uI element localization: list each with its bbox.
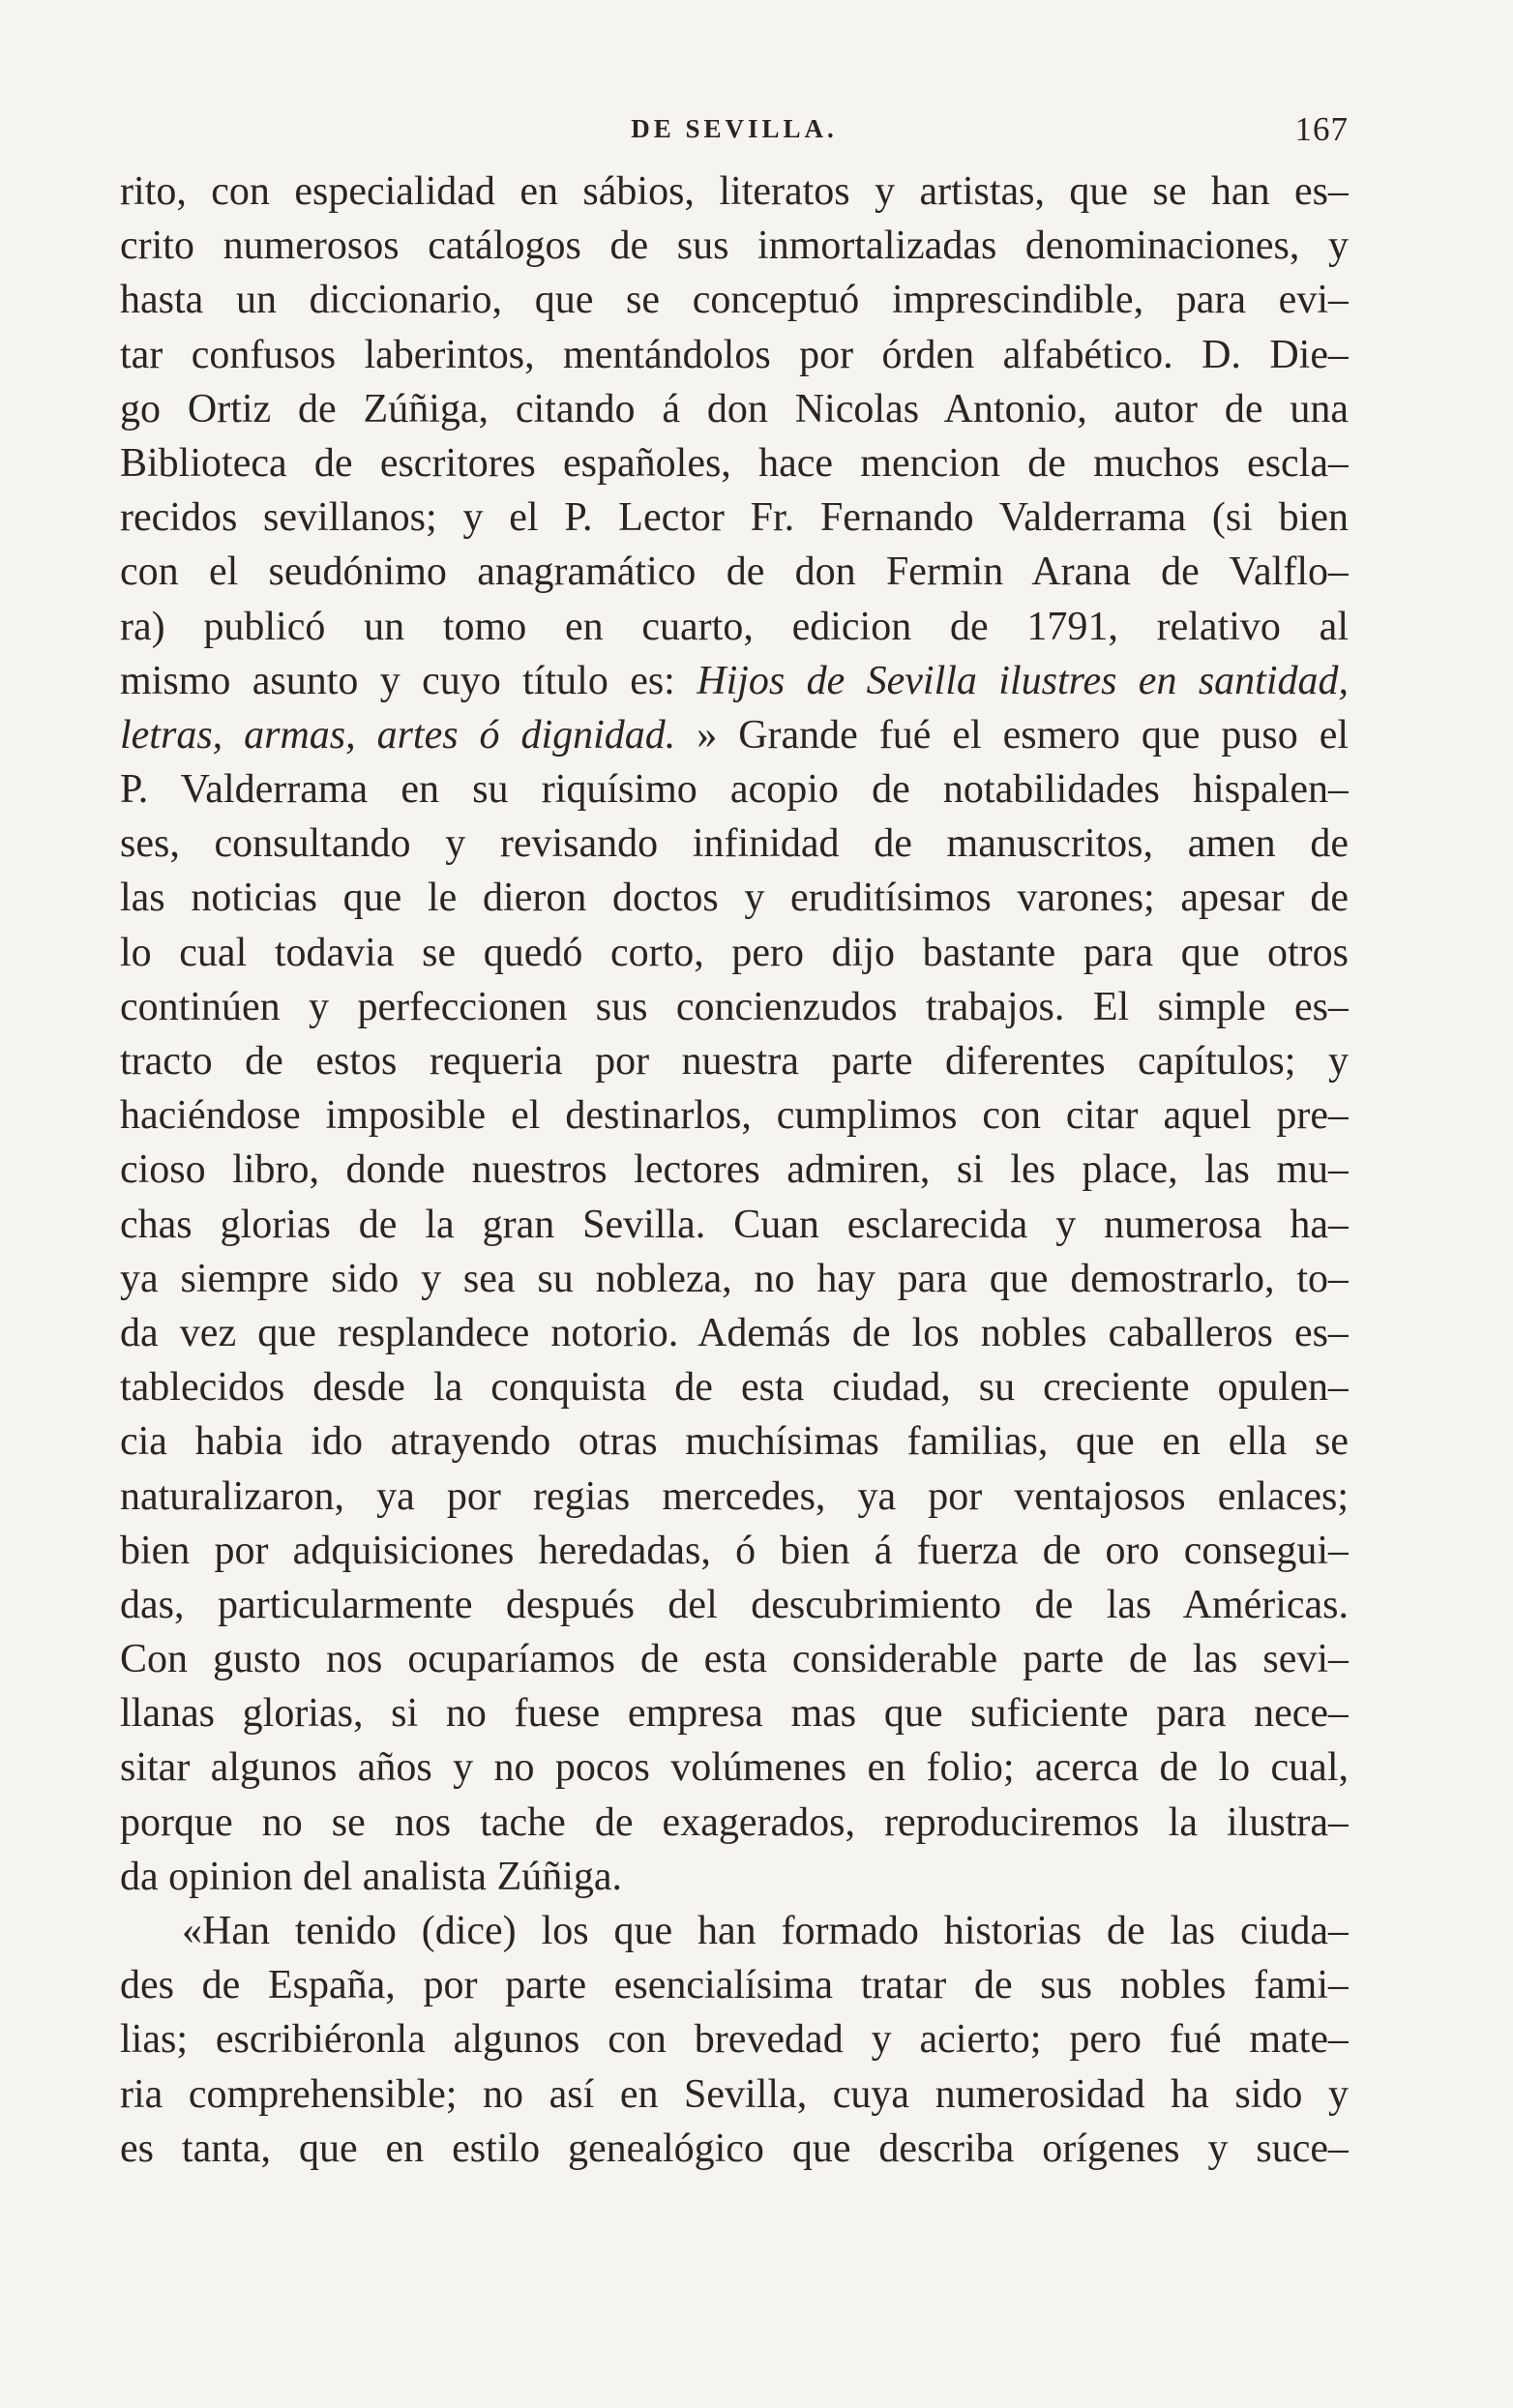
text-line: P. Valderrama en su riquísimo acopio de notabilidades hispalen– <box>120 767 1349 813</box>
text-line: hasta un diccionario, que se conceptuó imprescindible, para evi– <box>120 278 1349 323</box>
text-line-with-title <box>120 654 1349 708</box>
page-header <box>120 110 1349 163</box>
text-line: des de España, por parte esencialísima tratar de sus nobles fami– <box>120 1963 1349 2008</box>
text-line: tar confusos laberintos, mentándolos por órden alfabético. D. Die– <box>120 332 1349 377</box>
text-line: ra) publicó un tomo en cuarto, edicion de 1791, relativo al <box>120 604 1349 649</box>
text-line: con el seudónimo anagramático de don Fermin Arana de Valflo– <box>120 550 1349 595</box>
text-line: da vez que resplandece notorio. Además de los nobles caballeros es– <box>120 1310 1349 1355</box>
text-line: cia habia ido atrayendo otras muchísimas familias, que en ella se <box>120 1419 1349 1465</box>
text-line: da opinion del analista Zúñiga. <box>120 1854 623 1899</box>
text-line-with-title <box>120 708 1349 762</box>
text-line: llanas glorias, si no fuese empresa mas que suficiente para nece– <box>120 1691 1349 1737</box>
text-line: tracto de estos requeria por nuestra parte diferentes capítulos; y <box>120 1039 1349 1084</box>
text-line: recidos sevillanos; y el P. Lector Fr. Fernando Valderrama (si bien <box>120 495 1349 541</box>
text-segment: mismo asunto y cuyo título es: <box>120 658 697 703</box>
text-line: ya siempre sido y sea su nobleza, no hay para que demostrarlo, to– <box>120 1256 1349 1301</box>
text-line: go Ortiz de Zúñiga, citando á don Nicolas Antonio, autor de una <box>120 386 1349 431</box>
text-line: ria comprehensible; no así en Sevilla, cuya numerosidad ha sido y <box>120 2071 1349 2117</box>
text-line: rito, con especialidad en sábios, literatos y artistas, que se han es– <box>120 169 1349 214</box>
text-line: bien por adquisiciones heredadas, ó bien á fuerza de oro consegui– <box>120 1528 1349 1573</box>
text-segment: » Grande fué el esmero que puso el <box>697 712 1349 758</box>
text-line: Con gusto nos ocuparíamos de esta considerable parte de las sevi– <box>120 1637 1349 1682</box>
text-line: es tanta, que en estilo genealógico que describa orígenes y suce– <box>120 2126 1349 2171</box>
text-line: continúen y perfeccionen sus concienzudos trabajos. El simple es– <box>120 984 1349 1029</box>
text-line: haciéndose imposible el destinarlos, cumplimos con citar aquel pre– <box>120 1093 1349 1139</box>
text-line: das, particularmente después del descubrimiento de las Américas. <box>120 1582 1349 1627</box>
text-line: cioso libro, donde nuestros lectores admiren, si les place, las mu– <box>120 1147 1349 1193</box>
page-number: 167 <box>1294 110 1349 148</box>
text-line: crito numerosos catálogos de sus inmortalizadas denominaciones, y <box>120 223 1349 269</box>
text-line: naturalizaron, ya por regias mercedes, ya por ventajosos enlaces; <box>120 1473 1349 1519</box>
book-title-italic: Hijos de Sevilla ilustres en santidad, <box>697 658 1349 703</box>
text-line: «Han tenido (dice) los que han formado historias de las ciuda– <box>182 1909 1349 1953</box>
text-line: tablecidos desde la conquista de esta ciudad, su creciente opulen– <box>120 1365 1349 1411</box>
text-line: ses, consultando y revisando infinidad de manuscritos, amen de <box>120 821 1349 867</box>
text-line: Biblioteca de escritores españoles, hace mencion de muchos escla– <box>120 440 1349 486</box>
text-line: porque no se nos tache de exagerados, reproduciremos la ilustra– <box>120 1799 1349 1845</box>
body-text <box>120 164 1349 2176</box>
text-line: lias; escribiéronla algunos con brevedad y acierto; pero fué mate– <box>120 2017 1349 2063</box>
text-line: las noticias que le dieron doctos y eruditísimos varones; apesar de <box>120 876 1349 921</box>
running-head: DE SEVILLA. <box>631 114 838 143</box>
text-line: sitar algunos años y no pocos volúmenes en folio; acerca de lo cual, <box>120 1745 1349 1791</box>
text-line: chas glorias de la gran Sevilla. Cuan esclarecida y numerosa ha– <box>120 1202 1349 1247</box>
text-line: lo cual todavia se quedó corto, pero dijo bastante para que otros <box>120 930 1349 975</box>
book-title-italic: letras, armas, artes ó dignidad. <box>120 712 676 758</box>
